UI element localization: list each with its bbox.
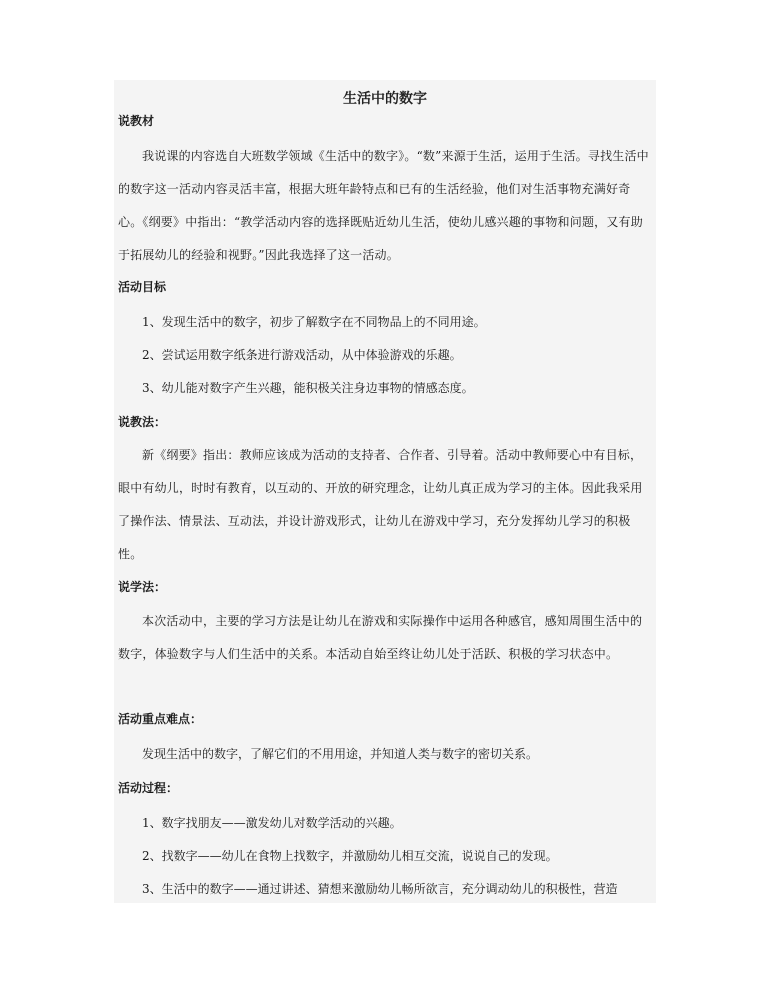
process-step-item: 2、找数字——幼儿在食物上找数字，并激励幼儿相互交流，说说自己的发现。 (142, 849, 558, 863)
process-step-item: 1、数字找朋友——激发幼儿对数学活动的兴趣。 (142, 816, 402, 830)
goal-item: 2、尝试运用数字纸条进行游戏活动，从中体验游戏的乐趣。 (142, 348, 462, 362)
section-heading-process: 活动过程： (118, 781, 179, 795)
section-heading-teaching-method: 说教法： (118, 415, 167, 429)
section-heading-goals: 活动目标 (118, 280, 167, 294)
goal-item: 1、发现生活中的数字，初步了解数字在不同物品上的不同用途。 (142, 315, 486, 329)
process-step-item: 3、生活中的数字——通过讲述、猜想来激励幼儿畅所欲言，充分调动幼儿的积极性，营造 (142, 882, 618, 896)
section-heading-learning-method: 说学法： (118, 580, 167, 594)
section-paragraph-textbook: 我说课的内容选自大班数学领域《生活中的数字》。“数”来源于生活，运用于生活。寻找生活中的数字这一活动内容灵活丰富，根据大班年龄特点和已有的生活经验，他们对生活事物充满好奇心。《纲要》中指出：“教学活动内容的选择既贴近幼儿生活，使幼儿感兴趣的事物和问题，又有助于拓展幼儿的经验和视野。”因此我选择了这一活动。 (118, 149, 649, 262)
section-heading-textbook: 说教材 (118, 114, 155, 128)
section-paragraph-teaching-method: 新《纲要》指出：教师应该成为活动的支持者、合作者、引导着。活动中教师要心中有目标，眼中有幼儿，时时有教育，以互动的、开放的研究理念，让幼儿真正成为学习的主体。因此我采用了操作法、情景法、互动法，并设计游戏形式，让幼儿在游戏中学习，充分发挥幼儿学习的积极性。 (118, 448, 643, 561)
key-point-item: 发现生活中的数字，了解它们的不用用途，并知道人类与数字的密切关系。 (142, 747, 539, 761)
goal-item: 3、幼儿能对数字产生兴趣，能积极关注身边事物的情感态度。 (142, 381, 474, 395)
document-title: 生活中的数字 (343, 91, 427, 107)
document-page (114, 80, 656, 903)
section-heading-key-points: 活动重点难点： (118, 712, 203, 726)
section-paragraph-learning-method: 本次活动中，主要的学习方法是让幼儿在游戏和实际操作中运用各种感官，感知周围生活中的数字，体验数字与人们生活中的关系。本活动自始至终让幼儿处于活跃、积极的学习状态中。 (118, 614, 643, 661)
